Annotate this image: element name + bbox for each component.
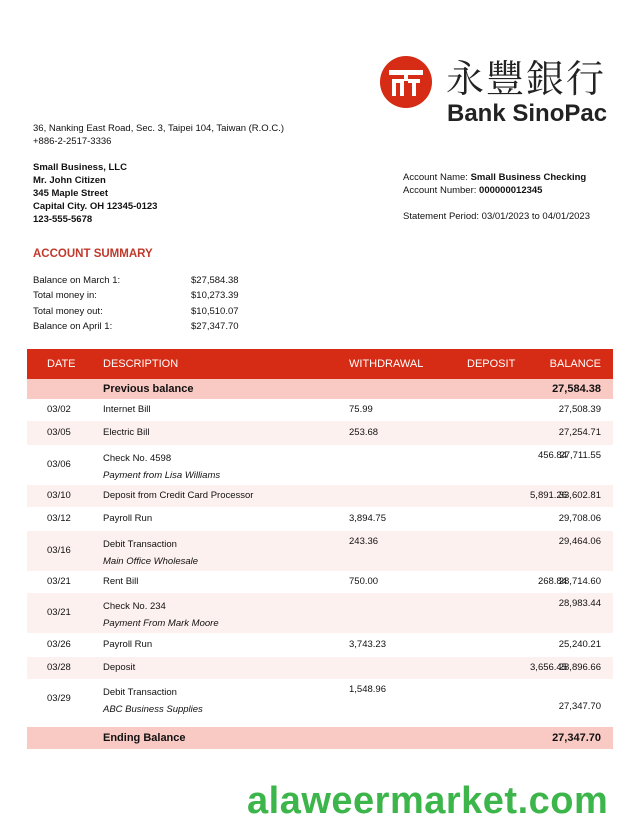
- row-description: Check No. 4598: [103, 453, 172, 464]
- table-row: [27, 657, 613, 679]
- previous-balance-label: Previous balance: [103, 383, 194, 395]
- summary-value: $10,510.07: [191, 305, 239, 317]
- customer-street: 345 Maple Street: [33, 188, 108, 199]
- previous-balance-row: [27, 379, 613, 399]
- row-description-detail: Main Office Wholesale: [103, 556, 199, 567]
- row-description-detail: Payment from Lisa Williams: [103, 470, 221, 481]
- row-deposit: 456.84: [537, 450, 567, 461]
- table-row: [27, 445, 613, 485]
- statement-period: Statement Period: 03/01/2023 to 04/01/2023: [403, 211, 590, 222]
- summary-value: $27,584.38: [191, 275, 239, 286]
- bank-phone: +886-2-2517-3336: [33, 136, 112, 147]
- row-balance: 25,240.21: [558, 639, 601, 650]
- bank-logo: [380, 56, 630, 128]
- account-number-value: 000000012345: [479, 185, 543, 196]
- row-balance: 28,983.44: [558, 598, 601, 609]
- transactions-table: [27, 349, 613, 749]
- table-row: [27, 593, 613, 633]
- row-description: Check No. 234: [103, 601, 166, 612]
- row-date: 03/21: [47, 607, 71, 618]
- table-row: [27, 531, 613, 571]
- summary-label: Balance on April 1:: [33, 320, 113, 332]
- summary-row: [33, 319, 263, 334]
- row-withdrawal: 3,743.23: [349, 639, 386, 650]
- row-date: 03/05: [47, 427, 71, 438]
- row-description: Electric Bill: [103, 427, 150, 438]
- account-name-value: Small Business Checking: [470, 172, 587, 183]
- header-deposit: DEPOSIT: [467, 358, 516, 370]
- row-deposit: 268.84: [537, 576, 567, 587]
- account-name-line: [403, 171, 586, 184]
- row-balance: 28,714.60: [558, 576, 601, 587]
- summary-value: $27,347.70: [191, 320, 239, 332]
- ending-balance-label: Ending Balance: [103, 732, 186, 744]
- row-description-block: [103, 598, 219, 632]
- customer-name: Mr. John Citizen: [33, 175, 106, 186]
- row-description: Rent Bill: [103, 576, 139, 587]
- row-description-detail: ABC Business Supplies: [103, 704, 203, 715]
- row-balance: 27,347.70: [558, 701, 601, 712]
- row-date: 03/10: [47, 490, 71, 501]
- row-withdrawal: 253.68: [349, 427, 379, 438]
- account-info: [403, 171, 586, 197]
- row-description: Deposit: [103, 662, 136, 673]
- header-withdrawal: WITHDRAWAL: [349, 358, 424, 370]
- row-balance: 29,464.06: [558, 536, 601, 547]
- row-balance: 28,896.66: [558, 662, 601, 673]
- row-description-block: [103, 684, 203, 718]
- row-date: 03/28: [47, 662, 71, 673]
- bank-name-english: Bank SinoPac: [447, 100, 608, 127]
- row-description: Debit Transaction: [103, 539, 177, 550]
- row-description: Internet Bill: [103, 404, 151, 415]
- header-date: DATE: [47, 358, 76, 370]
- header-description: DESCRIPTION: [103, 358, 179, 370]
- row-description: Payroll Run: [103, 513, 153, 524]
- previous-balance-value: 27,584.38: [552, 383, 601, 395]
- row-date: 03/29: [47, 693, 71, 704]
- table-row: [27, 571, 613, 593]
- table-row: [27, 485, 613, 507]
- row-date: 03/26: [47, 639, 71, 650]
- row-description: Deposit from Credit Card Processor: [103, 490, 254, 501]
- ending-balance-value: 27,347.70: [552, 732, 601, 744]
- row-balance: 29,708.06: [558, 513, 601, 524]
- customer-company: Small Business, LLC: [33, 162, 127, 173]
- table-row: [27, 679, 613, 719]
- summary-value: $10,273.39: [191, 290, 239, 302]
- row-balance: 27,254.71: [558, 427, 601, 438]
- account-summary-title: ACCOUNT SUMMARY: [33, 248, 153, 260]
- row-date: 03/12: [47, 513, 71, 524]
- account-summary: [33, 273, 263, 334]
- bank-address: 36, Nanking East Road, Sec. 3, Taipei 104, Taiwan (R.O.C.): [33, 123, 285, 134]
- account-number-label: Account Number:: [403, 185, 480, 196]
- customer-address-block: [33, 161, 157, 226]
- row-date: 03/16: [47, 545, 71, 556]
- bank-address-block: [33, 122, 284, 148]
- table-header: [27, 349, 613, 379]
- row-description: Debit Transaction: [103, 687, 177, 698]
- row-deposit: 5,891.26: [530, 490, 567, 501]
- summary-row: [33, 304, 263, 319]
- row-date: 03/06: [47, 459, 71, 470]
- row-deposit: 3,656.45: [530, 662, 567, 673]
- customer-city: Capital City. OH 12345-0123: [33, 201, 158, 212]
- summary-label: Balance on March 1:: [33, 275, 121, 286]
- header-balance: BALANCE: [549, 358, 601, 370]
- customer-phone: 123-555-5678: [33, 214, 93, 225]
- summary-row: [33, 273, 263, 288]
- row-withdrawal: 243.36: [349, 536, 379, 547]
- row-withdrawal: 3,894.75: [349, 513, 386, 524]
- account-number-line: [403, 184, 586, 197]
- row-date: 03/02: [47, 404, 71, 415]
- row-balance: 27,711.55: [559, 450, 601, 461]
- account-name-label: Account Name:: [403, 172, 471, 183]
- row-balance: 27,508.39: [558, 404, 601, 415]
- table-spacer: [27, 719, 613, 727]
- row-balance: 33,602.81: [558, 490, 601, 501]
- row-date: 03/21: [47, 576, 71, 587]
- row-withdrawal: 1,548.96: [349, 684, 386, 695]
- table-row: [27, 633, 613, 657]
- summary-row: [33, 288, 263, 303]
- bank-name-chinese: 永豐銀行: [446, 57, 607, 101]
- ending-balance-row: [27, 727, 613, 749]
- row-description-block: [103, 536, 198, 570]
- bank-logo-mark-icon: [380, 56, 432, 108]
- watermark-text: alaweermarket.com: [247, 780, 609, 822]
- summary-label: Total money out:: [33, 305, 103, 317]
- table-row: [27, 421, 613, 445]
- summary-label: Total money in:: [33, 290, 97, 302]
- row-withdrawal: 750.00: [349, 576, 379, 587]
- table-row: [27, 399, 613, 421]
- table-row: [27, 507, 613, 531]
- row-withdrawal: 75.99: [349, 404, 373, 415]
- row-description-detail: Payment From Mark Moore: [103, 618, 219, 629]
- row-description: Payroll Run: [103, 639, 153, 650]
- row-description-block: [103, 450, 220, 484]
